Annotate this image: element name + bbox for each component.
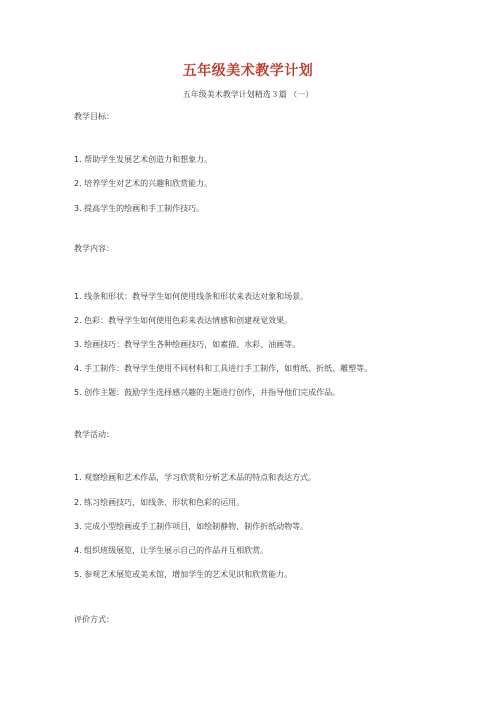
content-item: 1. 线条和形状：教导学生如何使用线条和形状来表达对象和场景。: [74, 292, 309, 301]
activities-heading: 教学活动：: [74, 430, 114, 439]
activities-item: 1. 观察绘画和艺术作品，学习欣赏和分析艺术品的特点和表达方式。: [74, 473, 317, 482]
goals-item: 2. 培养学生对艺术的兴趣和欣赏能力。: [74, 179, 213, 188]
activities-item: 4. 组织班级展览，让学生展示自己的作品并互相欣赏。: [74, 546, 269, 555]
goals-heading: 教学目标：: [74, 112, 114, 121]
content-heading: 教学内容：: [74, 244, 114, 253]
activities-item: 2. 练习绘画技巧，如线条、形状和色彩的运用。: [74, 498, 245, 507]
activities-item: 3. 完成小型绘画或手工制作项目，如绘制静物、制作折纸动物等。: [74, 522, 309, 531]
content-item: 4. 手工制作：教导学生使用不同材料和工具进行手工制作，如剪纸、折纸、雕塑等。: [74, 364, 373, 373]
content-item: 3. 绘画技巧：教导学生各种绘画技巧，如素描、水彩、油画等。: [74, 340, 301, 349]
document-subtitle: 五年级美术教学计划精选３篇 （一）: [182, 90, 314, 99]
goals-item: 3. 提高学生的绘画和手工制作技巧。: [74, 204, 205, 213]
evaluation-heading: 评价方式：: [74, 615, 114, 624]
goals-item: 1. 帮助学生发展艺术创造力和想象力。: [74, 155, 213, 164]
content-item: 2. 色彩：教导学生如何使用色彩来表达情感和创建视觉效果。: [74, 316, 293, 325]
document-title: 五年级美术教学计划: [182, 63, 314, 79]
activities-item: 5. 参观艺术展览或美术馆，增加学生的艺术见识和欣赏能力。: [74, 570, 293, 579]
content-item: 5. 创作主题：鼓励学生选择感兴趣的主题进行创作，并指导他们完成作品。: [74, 388, 341, 397]
